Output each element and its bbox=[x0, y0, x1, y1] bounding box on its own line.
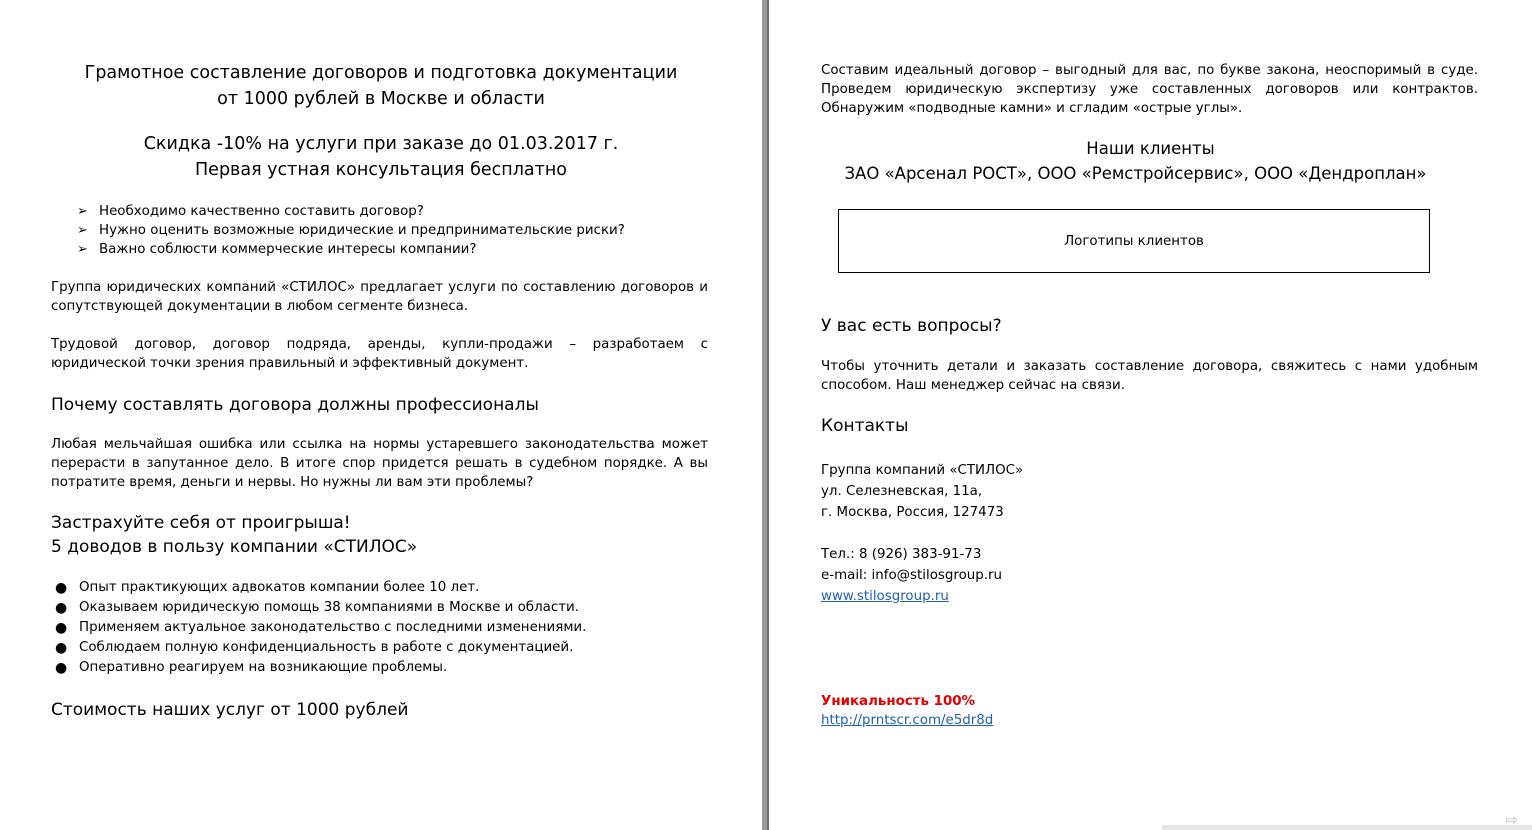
insure-heading: Застрахуйте себя от проигрыша! 5 доводов в пользу компании «СТИЛОС» bbox=[51, 513, 418, 557]
list-item: ● Применяем актуальное законодательство с последними изменениями. bbox=[55, 620, 587, 636]
document-page-right bbox=[769, 0, 1532, 830]
question-list bbox=[51, 202, 625, 259]
discount-offer: Скидка -10% на услуги при заказе до 01.03.2017 г. Первая устная консультация бесплатно bbox=[143, 134, 619, 180]
contacts-block bbox=[821, 460, 1023, 607]
contract-types-paragraph: Трудовой договор, договор подряда, аренды, купли-продажи – разработаем с юридической точки зрения правильный и эффективный документ. bbox=[51, 337, 708, 371]
scroll-arrow-icon[interactable]: ⇨ bbox=[1505, 811, 1518, 829]
clients-list: ЗАО «Арсенал РОСТ», ООО «Ремстройсервис», ООО «Дендроплан» bbox=[844, 164, 1427, 183]
reasons-list bbox=[51, 578, 586, 678]
page-headline: Грамотное составление договоров и подготовка документации от 1000 рублей в Москве и области bbox=[84, 63, 678, 109]
intro-paragraph: Группа юридических компаний «СТИЛОС» предлагает услуги по составлению договоров и сопутствующей документации в любом сегменте бизнеса. bbox=[51, 280, 708, 314]
list-item: ● Соблюдаем полную конфиденциальность в работе с документацией. bbox=[55, 640, 574, 656]
list-item: ➢ Нужно оценить возможные юридические и предпринимательские риски? bbox=[77, 223, 625, 238]
bullet-icon: ● bbox=[55, 600, 68, 616]
bullet-icon: ● bbox=[55, 620, 68, 636]
arrow-bullet-icon: ➢ bbox=[77, 242, 88, 257]
list-item: ➢ Важно соблюсти коммерческие интересы компании? bbox=[77, 242, 477, 257]
arrow-bullet-icon: ➢ bbox=[77, 204, 88, 219]
address-street: ул. Селезневская, 11а, bbox=[821, 484, 983, 499]
why-heading: Почему составлять договора должны профессионалы bbox=[51, 395, 539, 415]
phone: Тел.: 8 (926) 383-91-73 bbox=[821, 547, 982, 562]
client-logos-label: Логотипы клиентов bbox=[1064, 233, 1204, 249]
page-bottom-edge bbox=[1162, 825, 1532, 830]
email: e-mail: info@stilosgroup.ru bbox=[821, 568, 1003, 583]
contacts-spacer bbox=[821, 523, 1023, 544]
company-name: Группа компаний «СТИЛОС» bbox=[821, 463, 1024, 478]
bullet-icon: ● bbox=[55, 660, 68, 676]
page-gutter bbox=[762, 0, 769, 830]
document-page-left bbox=[0, 0, 762, 830]
uniqueness-label: Уникальность 100% bbox=[821, 694, 976, 709]
list-item: ➢ Необходимо качественно составить договор? bbox=[77, 204, 424, 219]
questions-heading: У вас есть вопросы? bbox=[821, 316, 1002, 336]
website-link[interactable]: www.stilosgroup.ru bbox=[821, 589, 949, 604]
list-item: ● Оказываем юридическую помощь 38 компаниями в Москве и области. bbox=[55, 600, 579, 616]
clients-heading: Наши клиенты bbox=[1086, 139, 1215, 158]
bullet-icon: ● bbox=[55, 580, 68, 596]
list-item: ● Опыт практикующих адвокатов компании более 10 лет. bbox=[55, 580, 480, 596]
client-logos-placeholder bbox=[838, 209, 1430, 273]
arrow-bullet-icon: ➢ bbox=[77, 223, 88, 238]
contacts-heading: Контакты bbox=[821, 416, 909, 436]
price-heading: Стоимость наших услуг от 1000 рублей bbox=[51, 700, 409, 720]
ideal-contract-paragraph: Составим идеальный договор – выгодный для вас, по букве закона, неоспоримый в суде. Проведем юридическую экспертизу уже составленных договоров или контрактов. Обнаружим «подводные камни» и сгладим «острые углы». bbox=[821, 63, 1478, 116]
proof-link[interactable]: http://prntscr.com/e5dr8d bbox=[821, 713, 994, 728]
bullet-icon: ● bbox=[55, 640, 68, 656]
questions-paragraph: Чтобы уточнить детали и заказать составление договора, свяжитесь с нами удобным способом. Наш менеджер сейчас на связи. bbox=[821, 359, 1478, 393]
why-paragraph: Любая мельчайшая ошибка или ссылка на нормы устаревшего законодательства может перерасти в запутанное дело. В итоге спор придется решать в судебном порядке. А вы потратите время, деньги и нервы. Но нужны ли вам эти проблемы? bbox=[51, 437, 708, 490]
address-city: г. Москва, Россия, 127473 bbox=[821, 505, 1004, 520]
list-item: ● Оперативно реагируем на возникающие проблемы. bbox=[55, 660, 448, 676]
